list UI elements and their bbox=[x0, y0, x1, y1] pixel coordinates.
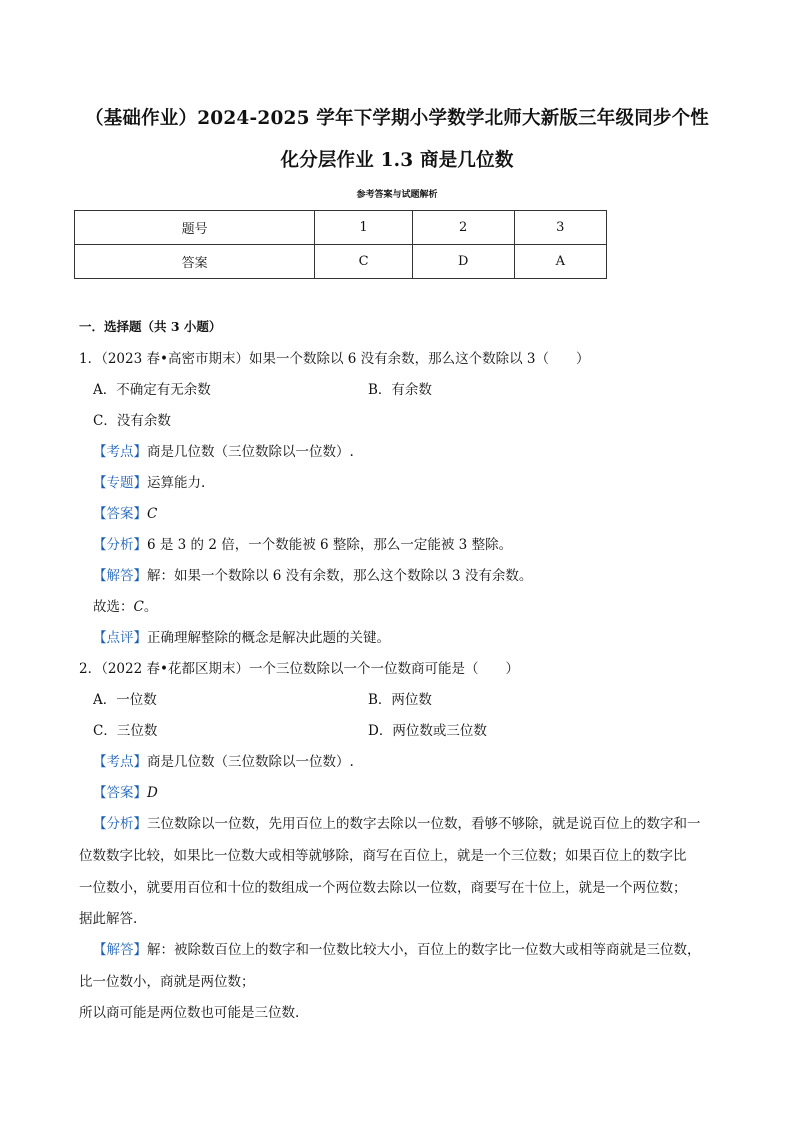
question-2-option-a: A．一位数 bbox=[93, 692, 157, 708]
jieda-text: 解：如果一个数除以 6 没有余数，那么这个数除以 3 没有余数。 bbox=[147, 568, 533, 584]
table-cell: C bbox=[315, 245, 412, 279]
daan-text: C bbox=[147, 506, 158, 522]
question-2-option-b: B．两位数 bbox=[368, 692, 432, 708]
daan-text: D bbox=[147, 785, 158, 801]
question-1-kaodian bbox=[93, 444, 354, 460]
question-2-kaodian bbox=[93, 754, 354, 770]
question-2-fenxi-line-2: 位数数字比较，如果比一位数大或相等就够除，商写在百位上，就是一个三位数；如果百位上的数字比 bbox=[79, 848, 687, 864]
table-cell: 2 bbox=[412, 211, 514, 245]
table-cell: 答案 bbox=[75, 245, 315, 279]
question-1-zhuanti bbox=[93, 475, 205, 491]
table-cell: D bbox=[412, 245, 514, 279]
question-1-choice bbox=[93, 599, 157, 615]
choice-prefix: 故选： bbox=[93, 599, 134, 615]
question-2-jieda-line-1 bbox=[93, 942, 701, 958]
question-2-jieda-line-3: 所以商可能是两位数也可能是三位数. bbox=[79, 1005, 300, 1021]
table-cell: A bbox=[514, 245, 606, 279]
question-2-jieda-line-2: 比一位数小，商就是两位数； bbox=[79, 974, 255, 990]
fenxi-text: 6 是 3 的 2 倍，一个数能被 6 整除，那么一定能被 3 整除。 bbox=[147, 537, 513, 553]
question-1-option-c: C．没有余数 bbox=[93, 413, 171, 429]
question-2-fenxi-line-3: 一位数小，就要用百位和十位的数组成一个两位数去除以一位数，商要写在十位上，就是一个两位数； bbox=[79, 880, 687, 896]
daan-tag: 【答案】 bbox=[93, 506, 147, 522]
question-1-option-b: B．有余数 bbox=[368, 382, 432, 398]
kaodian-text: 商是几位数（三位数除以一位数）. bbox=[147, 444, 354, 460]
document-title-line-2: 化分层作业 1.3 商是几位数 bbox=[280, 150, 514, 171]
question-1-daan bbox=[93, 506, 157, 522]
kaodian-text: 商是几位数（三位数除以一位数）. bbox=[147, 754, 354, 770]
answer-table-answer-row bbox=[75, 245, 607, 279]
table-cell: 3 bbox=[514, 211, 606, 245]
answer-table bbox=[74, 210, 607, 279]
question-2-option-c: C．三位数 bbox=[93, 723, 158, 739]
kaodian-tag: 【考点】 bbox=[93, 754, 147, 770]
zhuanti-text: 运算能力. bbox=[147, 475, 206, 491]
zhuanti-tag: 【专题】 bbox=[93, 475, 147, 491]
question-2-fenxi-line-1 bbox=[93, 816, 701, 832]
choice-value: C bbox=[133, 599, 144, 615]
answer-table-header-row bbox=[75, 211, 607, 245]
fenxi-tag: 【分析】 bbox=[93, 816, 147, 832]
document-title-line-1: （基础作业）2024-2025 学年下学期小学数学北师大新版三年级同步个性 bbox=[85, 108, 709, 129]
jieda-tag: 【解答】 bbox=[93, 942, 147, 958]
question-1-jieda bbox=[93, 568, 532, 584]
choice-end: 。 bbox=[143, 599, 158, 615]
table-cell: 题号 bbox=[75, 211, 315, 245]
question-1-dianping bbox=[93, 630, 390, 646]
jieda-tag: 【解答】 bbox=[93, 568, 147, 584]
document-subtitle: 参考答案与试题解析 bbox=[356, 190, 438, 200]
fenxi-text: 三位数除以一位数，先用百位上的数字去除以一位数，看够不够除，就是说百位上的数字和一 bbox=[147, 816, 701, 832]
question-1-stem: 1．（2023 春•高密市期末）如果一个数除以 6 没有余数，那么这个数除以 3（ ） bbox=[79, 351, 590, 367]
fenxi-tag: 【分析】 bbox=[93, 537, 147, 553]
table-cell: 1 bbox=[315, 211, 412, 245]
kaodian-tag: 【考点】 bbox=[93, 444, 147, 460]
question-2-option-d: D．两位数或三位数 bbox=[368, 723, 487, 739]
dianping-text: 正确理解整除的概念是解决此题的关键。 bbox=[147, 630, 390, 646]
question-2-stem: 2．（2022 春•花都区期末）一个三位数除以一个一位数商可能是（ ） bbox=[79, 661, 519, 677]
question-2-fenxi-line-4: 据此解答. bbox=[79, 911, 138, 927]
jieda-text: 解：被除数百位上的数字和一位数比较大小，百位上的数字比一位数大或相等商就是三位数， bbox=[147, 942, 701, 958]
question-2-daan bbox=[93, 785, 158, 801]
section-title: 一．选择题（共 3 小题） bbox=[79, 319, 222, 334]
question-1-fenxi bbox=[93, 537, 512, 553]
dianping-tag: 【点评】 bbox=[93, 630, 147, 646]
daan-tag: 【答案】 bbox=[93, 785, 147, 801]
question-1-option-a: A．不确定有无余数 bbox=[93, 382, 211, 398]
